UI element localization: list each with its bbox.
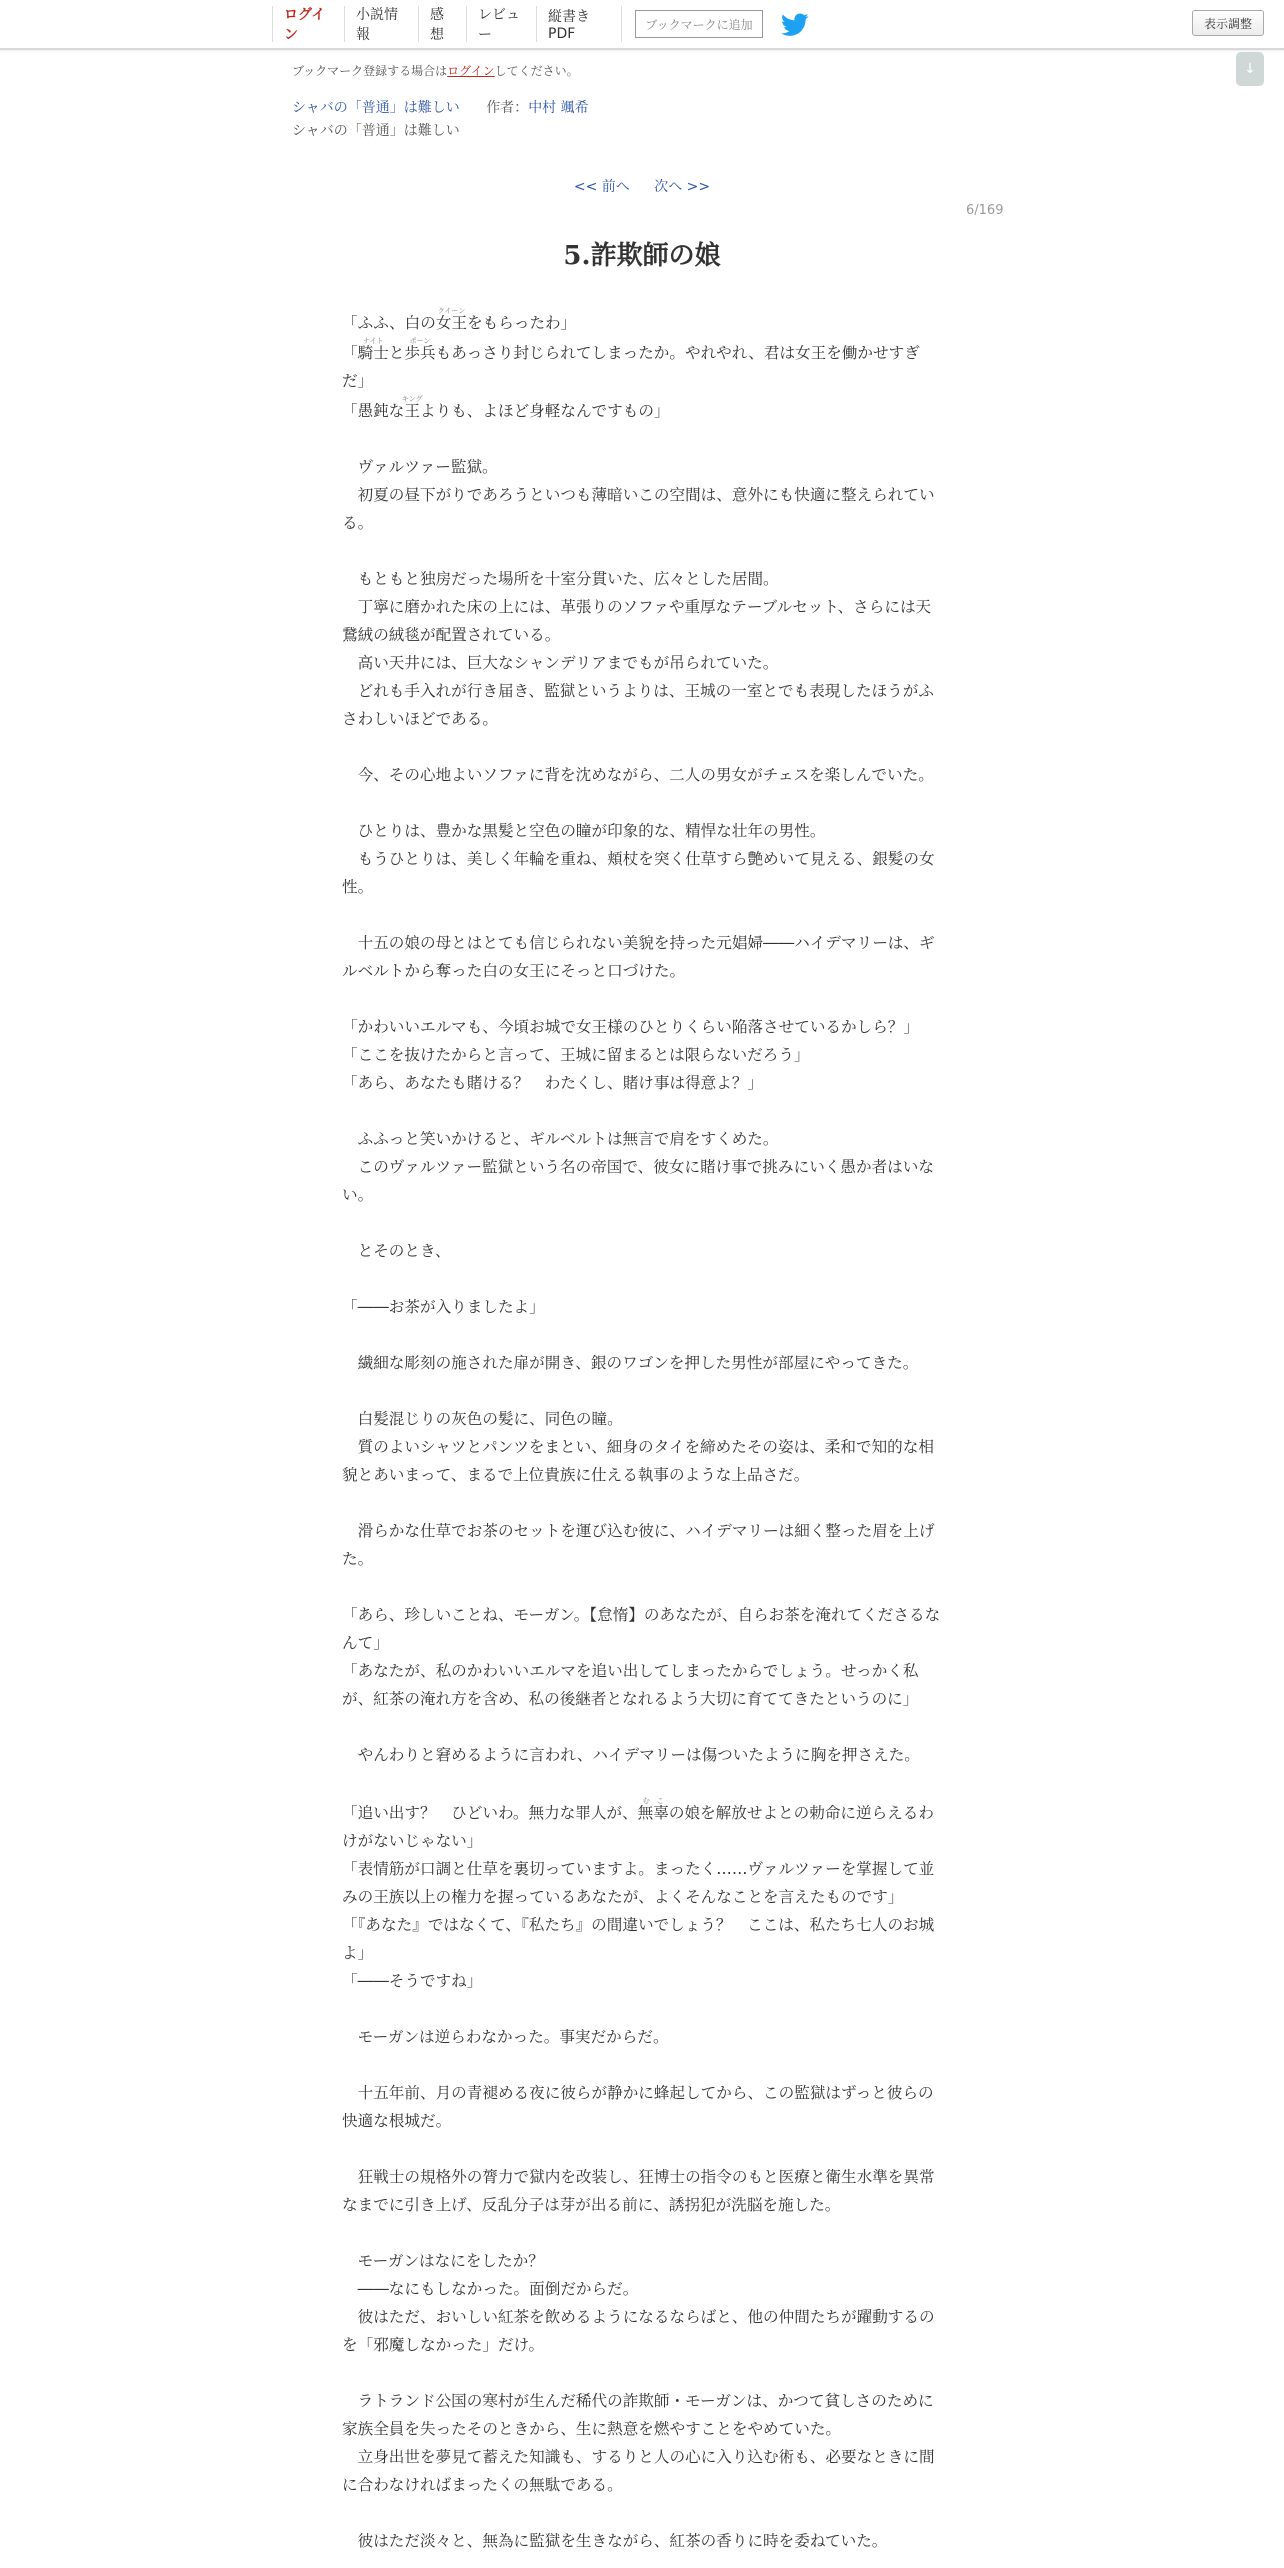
body-line: 「かわいいエルマも、今頃お城で女王様のひとりくらい陥落させているかしら？」 xyxy=(342,1018,919,1036)
nav-novel-info-link[interactable]: 小説情報 xyxy=(344,6,418,42)
notice-login-link[interactable]: ログイン xyxy=(447,64,495,78)
blank-line xyxy=(342,1769,942,1797)
blank-line xyxy=(342,425,942,453)
body-line: 「ふふ、白の女王クイーンをもらったわ」 xyxy=(342,307,577,332)
body-line: モーガンはなにをしたか？ xyxy=(342,2252,544,2270)
body-line: 滑らかな仕草でお茶のセットを運び込む彼に、ハイデマリーは細く整った眉を上げた。 xyxy=(342,1522,935,1568)
body-line: ラトランド公国の寒村が生んだ稀代の詐欺師・モーガンは、かつて貧しさのために家族全員を失ったそのときから、生に熱意を燃やすことをやめていた。 xyxy=(342,2392,934,2438)
blank-line xyxy=(342,1097,942,1125)
body-line: 「『あなた』ではなくて、『私たち』の間違いでしょう？ ここは、私たち七人のお城よ」 xyxy=(342,1916,935,1962)
body-line: どれも手入れが行き届き、監獄というよりは、王城の一室とでも表現したほうがふさわしいほどである。 xyxy=(342,682,934,728)
nav-impressions-link[interactable]: 感想 xyxy=(418,6,466,42)
body-line: 「愚鈍な王キングよりも、よほど身軽なんですもの」 xyxy=(342,395,670,420)
blank-line xyxy=(342,1377,942,1405)
body-line: モーガンは逆らわなかった。事実だからだ。 xyxy=(342,2028,669,2046)
body-line: やんわりと窘めるように言われ、ハイデマリーは傷ついたように胸を押さえた。 xyxy=(342,1746,920,1764)
body-line: もうひとりは、美しく年輪を重ね、頬杖を突く仕草すら艶めいて見える、銀髪の女性。 xyxy=(342,850,935,896)
body-line: ふふっと笑いかけると、ギルベルトは無言で肩をすくめた。 xyxy=(342,1130,779,1148)
body-line: 「あら、珍しいことね、モーガン。【怠惰】のあなたが、自らお茶を淹れてくださるなんて」 xyxy=(342,1606,941,1652)
body-line: 十五の娘の母とはとても信じられない美貌を持った元娼婦――ハイデマリーは、ギルベルトから奪った白の女王にそっと口づけた。 xyxy=(342,934,935,980)
blank-line xyxy=(342,1713,942,1741)
display-settings-button[interactable]: 表示調整 xyxy=(1192,10,1264,36)
body-line: 「――そうですね」 xyxy=(342,1972,483,1990)
novel-title-link[interactable]: シャバの「普通」は難しい xyxy=(292,100,460,116)
ruby-innocent: 無辜む こ xyxy=(637,1797,669,1822)
ruby-pawn: 歩兵ポーン xyxy=(404,337,436,362)
series-title: シャバの「普通」は難しい xyxy=(292,123,460,139)
nav-login-link[interactable]: ログイン xyxy=(272,6,344,42)
body-line: 「騎士ナイトと歩兵ポーンもあっさり封じられてしまったか。やれやれ、君は女王を働かせすぎだ」 xyxy=(342,337,920,390)
body-line: 丁寧に磨かれた床の上には、革張りのソファや重厚なテーブルセット、さらには天鵞絨の絨毯が配置されている。 xyxy=(342,598,932,644)
pager xyxy=(0,176,1284,196)
blank-line xyxy=(342,985,942,1013)
body-line: 十五年前、月の青褪める夜に彼らが静かに蜂起してから、この監獄はずっと彼らの快適な根城だ。 xyxy=(342,2084,934,2130)
body-line: このヴァルツァー監獄という名の帝国で、彼女に賭け事で挑みにいく愚か者はいない。 xyxy=(342,1158,934,1204)
page-number: 6/169 xyxy=(966,203,1004,218)
next-page-link[interactable]: 次へ >> xyxy=(654,179,711,195)
body-line: 白髪混じりの灰色の髪に、同色の瞳。 xyxy=(342,1410,623,1428)
body-line: 彼はただ、おいしい紅茶を飲めるようになるならばと、他の仲間たちが躍動するのを「邪魔しなかった」だけ。 xyxy=(342,2308,935,2354)
add-bookmark-button[interactable]: ブックマークに追加 xyxy=(635,10,763,38)
body-line: 彼はただ淡々と、無為に監獄を生きながら、紅茶の香りに時を委ねていた。 xyxy=(342,2532,888,2550)
body-line: ――なにもしなかった。面倒だからだ。 xyxy=(342,2280,639,2298)
body-line: 「――お茶が入りましたよ」 xyxy=(342,1298,545,1316)
blank-line xyxy=(342,2499,942,2527)
body-line: 狂戦士の規格外の膂力で獄内を改装し、狂博士の指令のもと医療と衛生水準を異常なまでに引き上げ、反乱分子は芽が出る前に、誘拐犯が洗脳を施した。 xyxy=(342,2168,935,2214)
blank-line xyxy=(342,537,942,565)
nav-review-link[interactable]: レビュー xyxy=(466,6,536,42)
blank-line xyxy=(342,1489,942,1517)
body-line: 高い天井には、巨大なシャンデリアまでもが吊られていた。 xyxy=(342,654,779,672)
author-label: 作者： xyxy=(486,100,529,116)
novel-body xyxy=(342,307,942,2555)
top-header xyxy=(0,0,1284,50)
body-line: 立身出世を夢見て蓄えた知識も、するりと人の心に入り込む術も、必要なときに間に合わなければまったくの無駄である。 xyxy=(342,2448,935,2494)
nav-vertical-pdf-link[interactable]: 縦書きPDF xyxy=(536,6,622,42)
body-line: 初夏の昼下がりであろうといつも薄暗いこの空間は、意外にも快適に整えられている。 xyxy=(342,486,935,532)
body-line: 今、その心地よいソファに背を沈めながら、二人の男女がチェスを楽しんでいた。 xyxy=(342,766,934,784)
blank-line xyxy=(342,2135,942,2163)
blank-line xyxy=(342,2051,942,2079)
ruby-queen: 女王クイーン xyxy=(435,307,468,332)
body-line: 「表情筋が口調と仕草を裏切っていますよ。まったく……ヴァルツァーを掌握して並みの王族以上の権力を握っているあなたが、よくそんなことを言えたものです」 xyxy=(342,1860,935,1906)
chapter-title: 5.詐欺師の娘 xyxy=(563,241,721,271)
notice-text-end: してください。 xyxy=(494,64,579,78)
blank-line xyxy=(342,2219,942,2247)
blank-line xyxy=(342,1321,942,1349)
blank-line xyxy=(342,1209,942,1237)
ruby-knight: 騎士ナイト xyxy=(357,337,389,362)
body-line: 「あなたが、私のかわいいエルマを追い出してしまったからでしょう。せっかく私が、紅茶の淹れ方を含め、私の後継者となれるよう大切に育ててきたというのに」 xyxy=(342,1662,919,1708)
blank-line xyxy=(342,901,942,929)
bookmark-login-notice xyxy=(292,62,579,79)
body-line: ひとりは、豊かな黒髪と空色の瞳が印象的な、精悍な壮年の男性。 xyxy=(342,822,826,840)
scroll-down-button[interactable]: ↓ xyxy=(1236,52,1264,86)
body-line: 「追い出す？ ひどいわ。無力な罪人が、無辜む この娘を解放せよとの勅命に逆らえるわけがないじゃない」 xyxy=(342,1797,934,1850)
body-line: ヴァルツァー監獄。 xyxy=(342,458,498,476)
body-line: 質のよいシャツとパンツをまとい、細身のタイを締めたその姿は、柔和で知的な相貌とあいまって、まるで上位貴族に仕える執事のような上品さだ。 xyxy=(342,1438,934,1484)
body-line: とそのとき、 xyxy=(342,1242,451,1260)
body-line: 「ここを抜けたからと言って、王城に留まるとは限らないだろう」 xyxy=(342,1046,810,1064)
blank-line xyxy=(342,2359,942,2387)
author-link[interactable]: 中村 颯希 xyxy=(528,100,589,116)
novel-meta xyxy=(292,97,589,117)
twitter-bird-icon[interactable] xyxy=(781,13,809,37)
body-line: 繊細な彫刻の施された扉が開き、銀のワゴンを押した男性が部屋にやってきた。 xyxy=(342,1354,919,1372)
blank-line xyxy=(342,789,942,817)
blank-line xyxy=(342,1573,942,1601)
body-line: 「あら、あなたも賭ける？ わたくし、賭け事は得意よ？」 xyxy=(342,1074,764,1092)
blank-line xyxy=(342,1995,942,2023)
ruby-king: 王キング xyxy=(401,395,423,420)
prev-page-link[interactable]: << 前へ xyxy=(573,179,630,195)
notice-text: ブックマーク登録する場合は xyxy=(292,64,448,78)
body-line: もともと独房だった場所を十室分貫いた、広々とした居間。 xyxy=(342,570,779,588)
blank-line xyxy=(342,733,942,761)
blank-line xyxy=(342,1265,942,1293)
